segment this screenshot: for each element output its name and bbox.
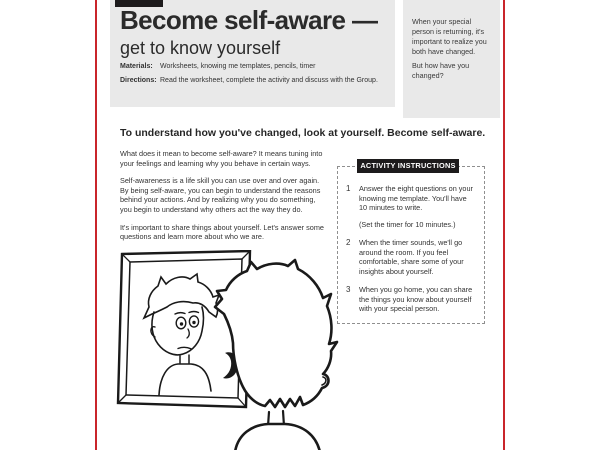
sidebar-note-paragraph: When your special person is returning, it's important to realize you both have changed. [412, 17, 487, 56]
activity-step-2 [346, 238, 476, 276]
materials-row [120, 63, 316, 70]
right-red-rule [503, 0, 505, 450]
mirror-illustration-svg [105, 250, 350, 450]
directions-row [120, 77, 378, 84]
activity-step-3 [346, 285, 476, 314]
step-number: 3 [346, 285, 351, 294]
sidebar-note-question: But how have you changed? [412, 61, 470, 80]
sidebar-note-text [412, 17, 493, 85]
step-text: When you go home, you can share the things you know about yourself with your special person. [359, 285, 473, 313]
body-paragraph-2: Self-awareness is a life skill you can use over and over again. By being self-aware, you can begin to understand the reasons behind your actions. And by realizing why you do something, you begin to understand why others act the way they do. [120, 176, 321, 214]
mirror-illustration [105, 250, 350, 450]
shoulders [235, 424, 320, 450]
reflection-left-pupil [180, 322, 183, 325]
activity-steps-list [346, 184, 476, 323]
reflection-right-pupil [192, 321, 195, 324]
sidebar-note-panel [403, 0, 500, 118]
header-panel [110, 0, 395, 107]
section-heading: To understand how you've changed, look at yourself. Become self-aware. [120, 127, 486, 139]
step-text-main: Answer the eight questions on your knowing me template. You'll have 10 minutes to write. [359, 184, 473, 212]
step-number: 1 [346, 184, 351, 193]
directions-label: Directions: [120, 77, 157, 84]
activity-step-1 [346, 184, 476, 229]
materials-label: Materials: [120, 63, 153, 70]
body-paragraph-3: It's important to share things about yourself. Let's answer some questions and learn more about who we are. [120, 222, 324, 242]
boy-back-head [215, 260, 337, 450]
directions-value: Read the worksheet, complete the activity and discuss with the Group. [160, 77, 378, 84]
page-subtitle: get to know yourself [120, 38, 281, 58]
step-text: When the timer sounds, we'll go around the room. If you feel comfortable, share some of your insights about yourself. [359, 238, 464, 276]
activity-instructions-box [337, 161, 485, 324]
materials-value: Worksheets, knowing me templates, pencils, timer [160, 63, 316, 70]
step-number: 2 [346, 238, 351, 247]
body-paragraph-1: What does it mean to become self-aware? It means tuning into your feelings and learning why you behave in certain ways. [120, 149, 323, 168]
step-text [359, 184, 476, 229]
activity-instructions-header: ACTIVITY INSTRUCTIONS [357, 159, 459, 173]
step-timer-note: (Set the timer for 10 minutes.) [359, 219, 456, 229]
page-title: Become self-aware — [120, 5, 378, 35]
left-red-rule [95, 0, 97, 450]
body-copy [120, 149, 326, 250]
